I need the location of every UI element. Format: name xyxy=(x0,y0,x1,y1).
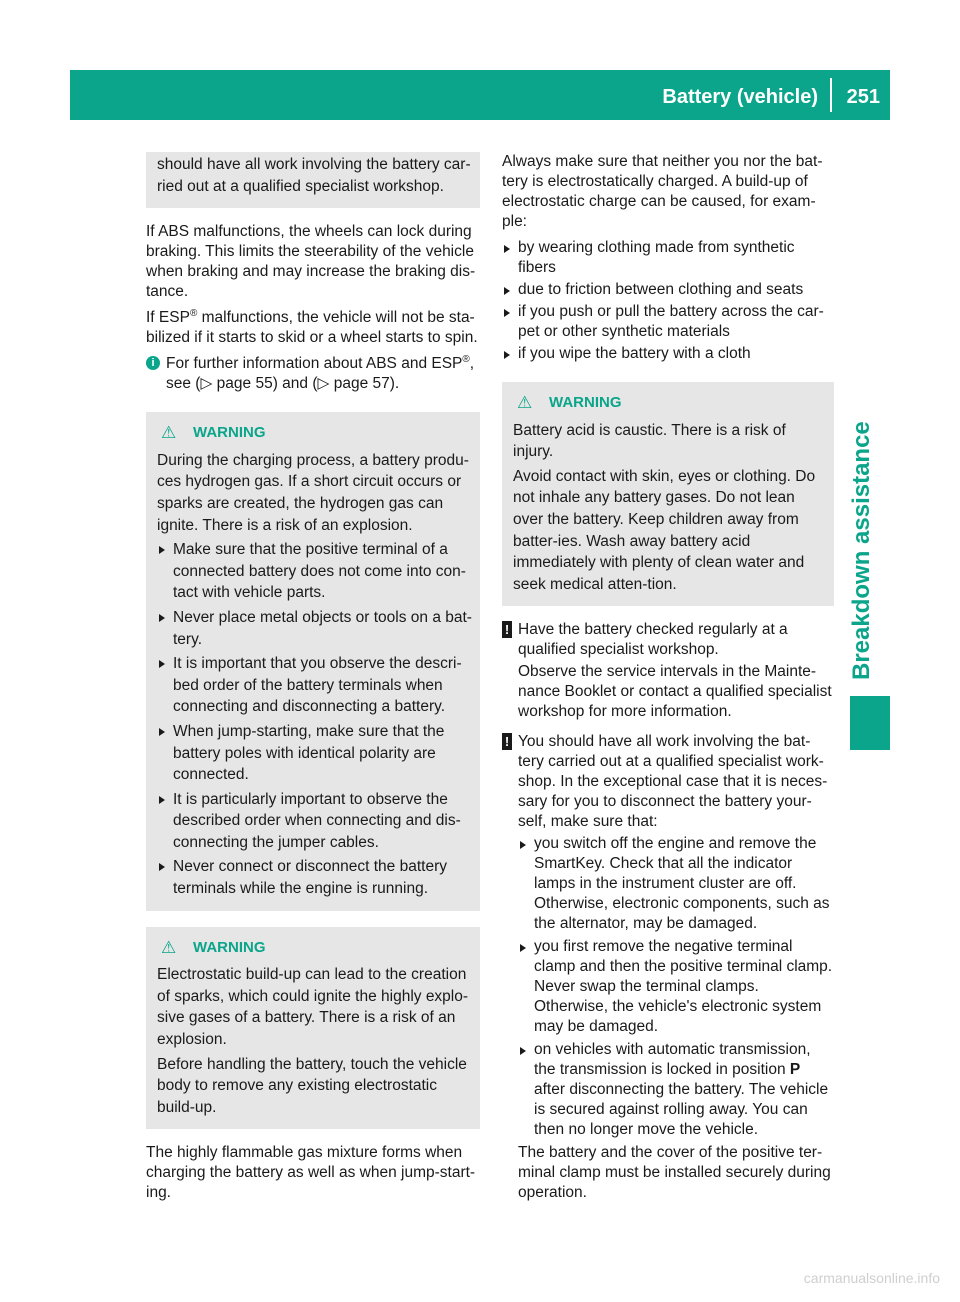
list-item: due to friction between clothing and seats xyxy=(502,280,834,300)
side-tab-label: Breakdown assistance xyxy=(848,421,875,680)
warning-triangle-icon: ⚠ xyxy=(517,393,533,412)
continued-box xyxy=(146,152,480,208)
exclamation-icon: ! xyxy=(502,733,512,750)
list-item: you switch off the engine and remove the SmartKey. Check that all the indicator lamps in the instrument cluster are off. Otherwise, electronic components, such as the alternator, may be damaged. xyxy=(518,834,834,934)
note-text: The battery and the cover of the positive ter-minal clamp must be installed securely during operation. xyxy=(518,1144,831,1202)
side-tab-marker xyxy=(850,696,890,750)
header-divider xyxy=(830,78,832,112)
list-item: by wearing clothing made from synthetic fibers xyxy=(502,238,834,278)
list-item: Never place metal objects or tools on a bat-tery. xyxy=(157,607,472,650)
list-item: on vehicles with automatic transmission, the transmission is locked in position P after disconnecting the battery. The vehicle is secured against rolling away. You can then no longer move the vehicle. xyxy=(518,1040,834,1140)
info-icon: i xyxy=(146,356,160,370)
warning-heading: ⚠ WARNING xyxy=(517,393,622,412)
esp-paragraph: If ESP® malfunctions, the vehicle will not be sta-bilized if it starts to skid or a wheel starts to spin. xyxy=(146,308,478,347)
list-item: Make sure that the positive terminal of a connected battery does not come into con-tact with vehicle parts. xyxy=(157,539,472,604)
section-title: Battery (vehicle) xyxy=(662,86,818,108)
cause-list xyxy=(502,238,834,364)
gas-paragraph: The highly flammable gas mixture forms when charging the battery as well as when jump-start-ing. xyxy=(146,1144,476,1202)
electrostatic-intro: Always make sure that neither you nor the bat-tery is electrostatically charged. A build-up of electrostatic charge can be caused, for exam-ple: xyxy=(502,153,823,230)
warning-box-charging xyxy=(146,412,480,910)
warning-box-electrostatic xyxy=(146,927,480,1130)
warning-box-acid xyxy=(502,382,834,606)
right-column xyxy=(502,152,834,1213)
info-note: i For further information about ABS and ESP®, see (▷ page 55) and (▷ page 57). xyxy=(146,354,480,394)
list-item: It is important that you observe the descri-bed order of the battery terminals when connecting and disconnecting a battery. xyxy=(157,653,472,718)
note-text: Have the battery checked regularly at a qualified specialist workshop. xyxy=(518,621,788,659)
warning-text: Avoid contact with skin, eyes or clothing. Do not inhale any battery gases. Do not lean over the battery. Keep children away from batter-ies. Wash away battery acid immediately with plenty of clean water and seek medical atten-tion. xyxy=(513,467,816,593)
list-item: It is particularly important to observe the described order when connecting and dis-connecting the jumper cables. xyxy=(157,789,472,854)
left-column xyxy=(146,152,480,1209)
list-item: When jump-starting, make sure that the battery poles with identical polarity are connected. xyxy=(157,721,472,786)
warning-text: During the charging process, a battery produ-ces hydrogen gas. If a short circuit occurs or sparks are created, the hydrogen gas can ignite. There is a risk of an explosion. xyxy=(157,451,469,534)
list-item: if you push or pull the battery across the car-pet or other synthetic materials xyxy=(502,302,834,342)
abs-paragraph: If ABS malfunctions, the wheels can lock during braking. This limits the steerability of the vehicle when braking and may increase the braking dis-tance. xyxy=(146,223,476,301)
continued-text: should have all work involving the battery car-ried out at a qualified specialist workshop. xyxy=(157,156,471,195)
list-item: you first remove the negative terminal clamp and then the positive terminal clamp. Never swap the terminal clamps. Otherwise, the vehicle's electronic system may be damaged. xyxy=(518,937,834,1037)
list-item: Never connect or disconnect the battery terminals while the engine is running. xyxy=(157,856,472,899)
warning-text: Electrostatic build-up can lead to the creation of sparks, which could ignite the highly explo-sive gases of a battery. There is a risk of an explosion. xyxy=(157,966,469,1049)
note-text: You should have all work involving the bat-tery carried out at a qualified specialist work-shop. In the exceptional case that it is neces-sary for you to disconnect the battery your-self, make sure that: xyxy=(518,733,828,831)
exclamation-icon: ! xyxy=(502,621,512,638)
warning-text: Before handling the battery, touch the vehicle body to remove any existing electrostatic build-up. xyxy=(157,1055,467,1116)
warning-text: Battery acid is caustic. There is a risk of injury. xyxy=(513,421,786,461)
side-tab xyxy=(834,120,890,680)
page-number: 251 xyxy=(846,86,880,108)
warning-triangle-icon: ⚠ xyxy=(161,423,177,443)
caution-note-disconnect xyxy=(502,732,834,1203)
list-item: if you wipe the battery with a cloth xyxy=(502,344,834,364)
warning-heading: ⚠ WARNING xyxy=(161,423,266,443)
warning-triangle-icon: ⚠ xyxy=(161,937,177,957)
warning-list xyxy=(157,539,472,900)
warning-heading: ⚠ WARNING xyxy=(161,937,266,957)
note-text: Observe the service intervals in the Mainte-nance Booklet or contact a qualified specialist workshop for more information. xyxy=(518,663,832,721)
caution-note-check xyxy=(502,620,834,722)
disconnect-list xyxy=(518,834,834,1140)
page-header xyxy=(70,70,890,120)
watermark: carmanualsonline.info xyxy=(803,1270,940,1286)
